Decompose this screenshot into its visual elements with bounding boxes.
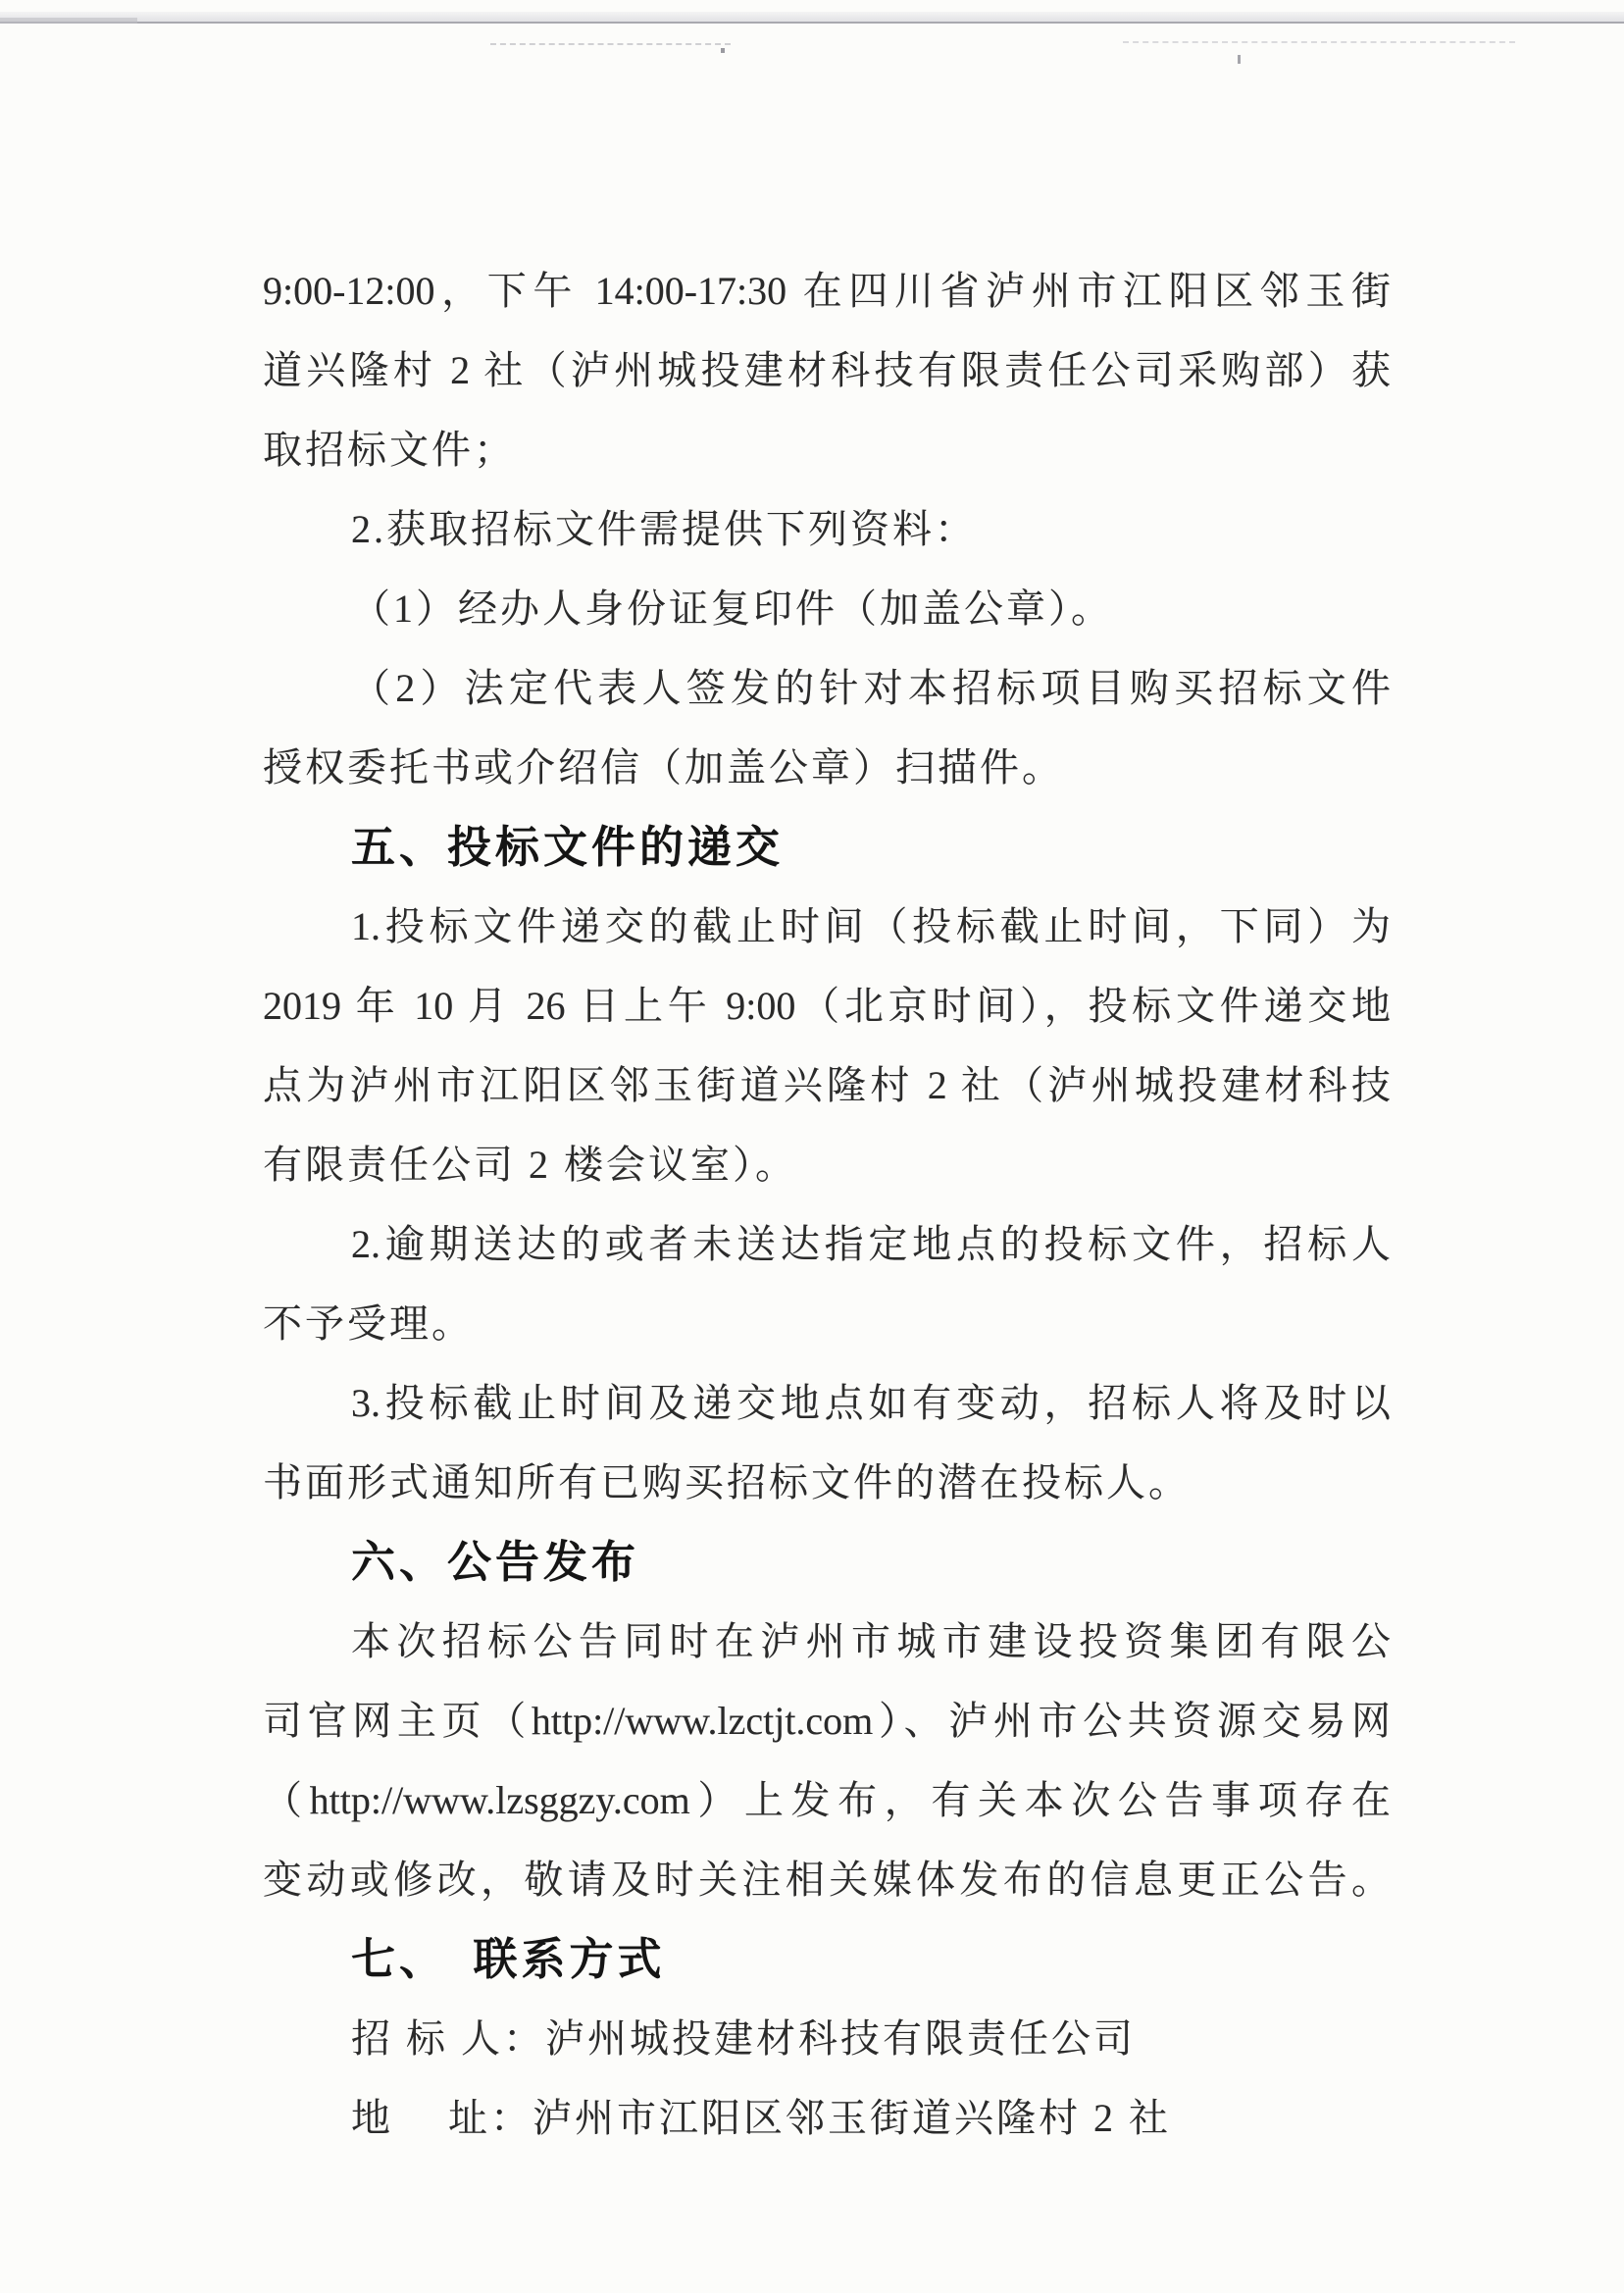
text-line: （2）法定代表人签发的针对本招标项目购买招标文件: [351, 666, 1391, 710]
text-line: （http://www.lzsggzy.com）上发布，有关本次公告事项存在: [263, 1778, 1391, 1822]
scan-artifact-band: [0, 12, 1624, 24]
scan-noise-dot: [721, 48, 725, 53]
heading-section-7-contact: 七、 联系方式: [351, 1934, 666, 1984]
text-line: 3.投标截止时间及递交地点如有变动，招标人将及时以: [351, 1381, 1391, 1425]
text-line: 2019 年 10 月 26 日上午 9:00（北京时间），投标文件递交地: [263, 984, 1391, 1028]
scan-artifact-band-dark: [0, 18, 137, 24]
text-line: 司官网主页（http://www.lzctjt.com）、泸州市公共资源交易网: [263, 1699, 1391, 1743]
text-line: 9:00-12:00，下午 14:00-17:30 在四川省泸州市江阳区邻玉街: [263, 269, 1391, 313]
text-line: 授权委托书或介绍信（加盖公章）扫描件。: [263, 745, 1064, 790]
text-line: 2.逾期送达的或者未送达指定地点的投标文件，招标人: [351, 1222, 1391, 1266]
text-line: 道兴隆村 2 社（泸州城投建材科技有限责任公司采购部）获: [263, 348, 1391, 392]
document-body: [263, 251, 1391, 2158]
text-line: 2.获取招标文件需提供下列资料：: [351, 507, 977, 551]
contact-bidder-line: 招 标 人：泸州城投建材科技有限责任公司: [351, 2016, 1136, 2061]
text-line: 有限责任公司 2 楼会议室）。: [263, 1143, 797, 1187]
text-line: 变动或修改，敬请及时关注相关媒体发布的信息更正公告。: [263, 1858, 1391, 1902]
text-line: 不予受理。: [263, 1301, 474, 1346]
text-line: 取招标文件；: [263, 428, 516, 472]
contact-address-line: 地 址：泸州市江阳区邻玉街道兴隆村 2 社: [351, 2096, 1171, 2140]
text-line: （1）经办人身份证复印件（加盖公章）。: [351, 586, 1113, 631]
scan-noise-dashes: [1123, 41, 1515, 43]
heading-section-6-announcement: 六、公告发布: [351, 1537, 640, 1587]
text-line: 本次招标公告同时在泸州市城市建设投资集团有限公: [351, 1619, 1391, 1663]
scan-noise-dot: [1238, 55, 1241, 64]
scan-noise-dashes: [490, 43, 731, 45]
heading-section-5-bid-submission: 五、投标文件的递交: [351, 822, 785, 872]
text-line: 书面形式通知所有已购买招标文件的潜在投标人。: [263, 1460, 1191, 1504]
text-line: 1.投标文件递交的截止时间（投标截止时间，下同）为: [351, 904, 1391, 948]
text-line: 点为泸州市江阳区邻玉街道兴隆村 2 社（泸州城投建材科技: [263, 1063, 1391, 1107]
